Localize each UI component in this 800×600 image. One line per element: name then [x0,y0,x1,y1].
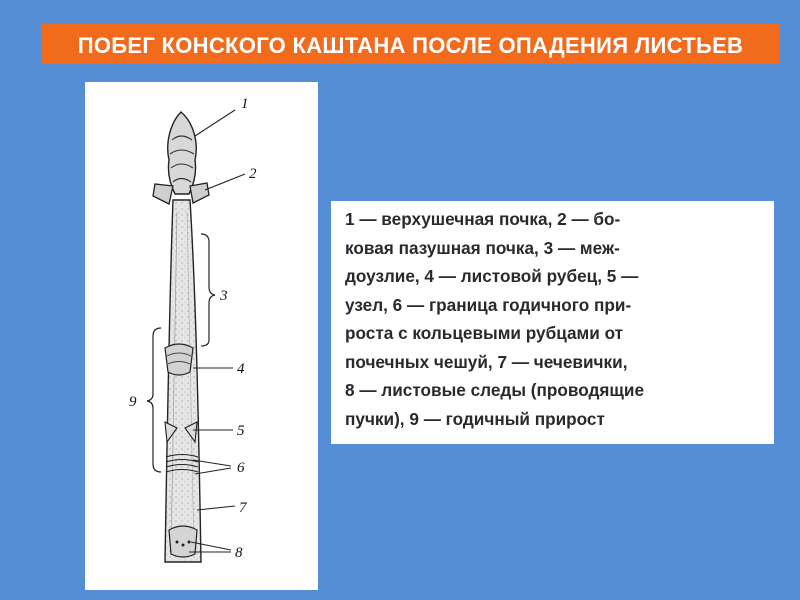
legend-line: 1 — верхушечная почка, 2 — бо- [345,209,621,229]
figure-label-8: 8 [235,545,243,561]
legend-line: доузлие, 4 — листовой рубец, 5 — [345,266,639,286]
legend-text [345,205,763,433]
legend-panel [331,201,774,444]
figure-label-6: 6 [237,460,245,476]
legend-line: ковая пазушная почка, 3 — меж- [345,237,620,258]
figure-label-3: 3 [220,288,228,304]
slide-title: ПОБЕГ КОНСКОГО КАШТАНА ПОСЛЕ ОПАДЕНИЯ ЛИСТЬЕВ [77,33,744,58]
figure-label-9: 9 [129,394,137,410]
legend-line: пучки), 9 — годичный прирост [345,408,605,429]
figure-label-2: 2 [249,166,257,182]
figure-label-1: 1 [241,96,249,112]
legend-line: 8 — листовые следы (проводящие [345,380,645,400]
shoot-illustration-panel [85,82,318,590]
legend-line: почечных чешуй, 7 — чечевички, [345,351,628,372]
figure-label-5: 5 [237,423,245,439]
legend-line: узел, 6 — граница годичного при- [345,294,632,315]
horse-chestnut-shoot-drawing [85,82,318,590]
figure-label-4: 4 [237,361,245,377]
figure-label-7: 7 [239,500,247,516]
legend-line: роста с кольцевыми рубцами от [345,323,624,343]
